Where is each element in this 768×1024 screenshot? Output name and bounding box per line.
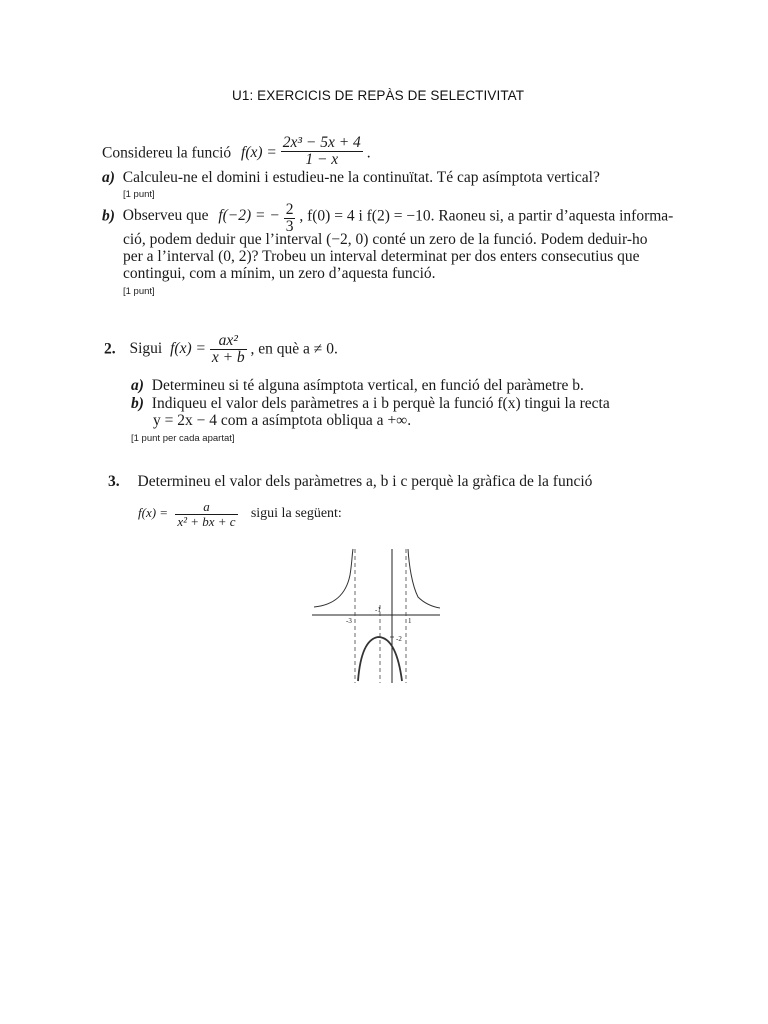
ex1-b-points: [1 punt] (123, 286, 155, 297)
ex1-denominator: 1 − x (305, 151, 339, 169)
ex1-b-line2: ció, podem deduir que l’interval (−2, 0) conté un zero de la funció. Podem deduir-ho (123, 231, 648, 248)
ex2-a-label: a) (131, 377, 144, 394)
label-neg2: -2 (396, 635, 402, 643)
label-neg1: -1 (375, 606, 381, 614)
ex2-func-lhs: f(x) = (170, 340, 206, 358)
ex1-func-lhs: f(x) = (241, 144, 277, 162)
ex2-b-line1: Indiqueu el valor dels paràmetres a i b perquè la funció f(x) tingui la recta (151, 395, 610, 412)
ex3-post: sigui la següent: (250, 506, 342, 522)
ex2-part-b-line1 (131, 395, 610, 413)
ex2-post: , en què a ≠ 0. (250, 340, 338, 358)
ex1-intro: Considereu la funció (102, 144, 232, 162)
ex1-statement (102, 134, 371, 171)
ex1-b-line3: per a l’interval (0, 2)? Trobeu un interval determinat per dos enters consecutius que (123, 248, 640, 265)
ex3-statement (108, 473, 592, 491)
ex1-b-line4: contingui, com a mínim, un zero d’aquesta funció. (123, 265, 436, 282)
ex1-part-b-line1 (102, 200, 673, 234)
ex2-pre: Sigui (129, 340, 163, 358)
ex3-text: Determineu el valor dels paràmetres a, b i c perquè la gràfica de la funció (137, 473, 593, 490)
ex2-b-line2: y = 2x − 4 com a asímptota obliqua a +∞. (153, 412, 412, 429)
right-branch (408, 549, 440, 608)
ex2-numerator: ax² (210, 333, 247, 350)
ex2-statement (104, 333, 338, 367)
ex2-number: 2. (104, 340, 116, 358)
ex1-a-text: Calculeu-ne el domini i estudieu-ne la continuïtat. Té cap asímptota vertical? (122, 169, 600, 186)
ex3-denominator: x² + bx + c (177, 513, 236, 529)
ex2-b-label: b) (131, 395, 144, 412)
ex3-func-lhs: f(x) = (138, 505, 169, 521)
ex1-b-num: 2 (285, 201, 294, 218)
ex1-b-post: , f(0) = 4 i f(2) = −10. Raoneu si, a partir d’aquesta informa- (299, 207, 674, 225)
ex3-numerator: a (175, 500, 237, 515)
ex3-number: 3. (108, 473, 120, 490)
ex3-fraction (175, 500, 237, 528)
ex1-part-a (102, 169, 600, 187)
ex1-fraction (281, 135, 363, 169)
ex1-a-label: a) (102, 169, 115, 186)
ex1-b-f-lhs: f(−2) = − (218, 207, 280, 225)
label-1: 1 (408, 617, 412, 625)
label-neg3: -3 (346, 617, 352, 625)
ex1-numerator: 2x³ − 5x + 4 (282, 134, 361, 151)
ex3-function (138, 500, 342, 528)
ex1-a-points: [1 punt] (123, 189, 155, 200)
ex2-denominator: x + b (211, 349, 245, 367)
ex1-b-pre: Observeu que (122, 207, 209, 225)
ex2-fraction (210, 333, 247, 367)
ex2-part-a (131, 377, 584, 395)
ex2-points: [1 punt per cada apartat] (131, 433, 235, 444)
ex1-b-label: b) (102, 207, 115, 225)
page-title: U1: EXERCICIS DE REPÀS DE SELECTIVITAT (232, 88, 525, 103)
left-branch (314, 549, 353, 607)
ex1-b-den: 3 (285, 218, 294, 236)
ex3-graph (300, 545, 440, 685)
ex1-end: . (366, 144, 371, 162)
ex2-a-text: Determineu si té alguna asímptota vertical, en funció del paràmetre b. (151, 377, 584, 394)
